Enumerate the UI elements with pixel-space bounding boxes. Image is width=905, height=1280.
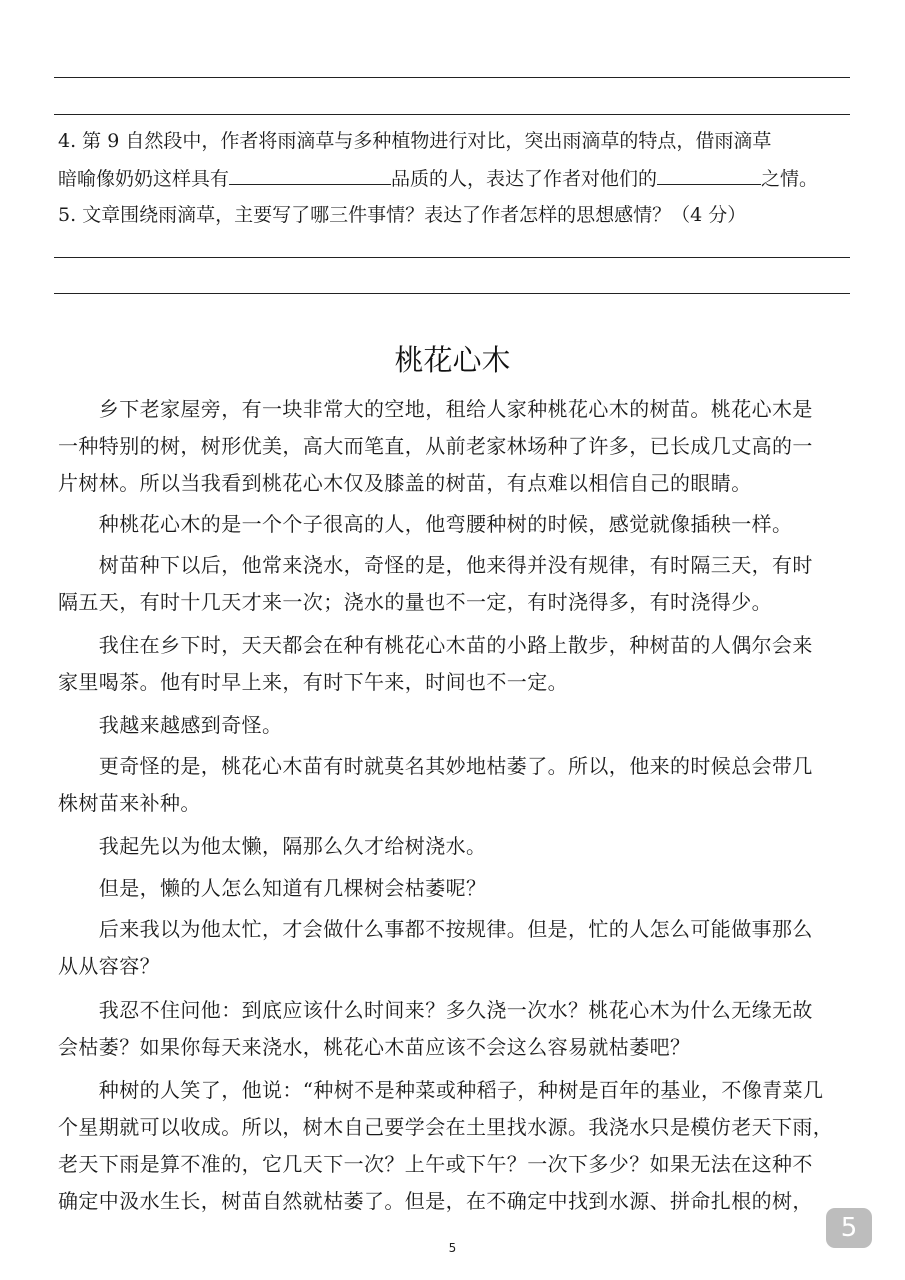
paragraph-line: 株树苗来补种。	[58, 791, 201, 815]
paragraph-line: 从从容容？	[58, 954, 160, 978]
paragraph-10	[58, 992, 858, 1066]
question-4-text-b: 品质的人，表达了作者对他们的	[391, 168, 658, 190]
paragraph-line: 种桃花心木的是一个个子很高的人，他弯腰种树的时候，感觉就像插秧一样。	[58, 512, 793, 536]
question-4-text-c: 之情。	[761, 168, 819, 190]
fill-blank-feeling[interactable]	[657, 166, 761, 185]
paragraph-line: 个星期就可以收成。所以，树木自己要学会在土里找水源。我浇水只是模仿老天下雨，	[58, 1115, 834, 1139]
paragraph-4	[58, 627, 858, 701]
paragraph-line: 家里喝茶。他有时早上来，有时下午来，时间也不一定。	[58, 670, 568, 694]
paragraph-line: 更奇怪的是，桃花心木苗有时就莫名其妙地枯萎了。所以，他来的时候总会带几	[58, 754, 813, 778]
answer-line	[54, 257, 850, 258]
paragraph-line: 老天下雨是算不准的，它几天下一次？上午或下午？一次下多少？如果无法在这种不	[58, 1152, 813, 1176]
paragraph-line: 我忍不住问他：到底应该什么时间来？多久浇一次水？桃花心木为什么无缘无故	[58, 998, 813, 1022]
paragraph-2	[58, 506, 858, 543]
answer-line	[54, 77, 850, 78]
paragraph-7	[58, 828, 858, 865]
paragraph-line: 我起先以为他太懒，隔那么久才给树浇水。	[58, 834, 487, 858]
question-4-line-1: 4. 第 9 自然段中，作者将雨滴草与多种植物进行对比，突出雨滴草的特点，借雨滴草	[58, 130, 772, 152]
page-badge: 5	[826, 1208, 872, 1248]
paragraph-6	[58, 748, 858, 822]
paragraph-11	[58, 1072, 858, 1220]
paragraph-line: 片树林。所以当我看到桃花心木仅及膝盖的树苗，有点难以相信自己的眼睛。	[58, 471, 752, 495]
page-number: 5	[448, 1241, 457, 1255]
question-5: 5. 文章围绕雨滴草，主要写了哪三件事情？表达了作者怎样的思想感情？（4 分）	[58, 204, 747, 226]
paragraph-3	[58, 547, 858, 621]
paragraph-1	[58, 391, 858, 502]
question-4-line-2	[58, 166, 868, 191]
fill-blank-quality[interactable]	[229, 166, 391, 185]
answer-line	[54, 293, 850, 294]
paragraph-line: 我越来越感到奇怪。	[58, 713, 283, 737]
answer-line	[54, 114, 850, 115]
paragraph-9	[58, 911, 858, 985]
paragraph-line: 一种特别的树，树形优美，高大而笔直，从前老家林场种了许多，已长成几丈高的一	[58, 434, 813, 458]
paragraph-line: 乡下老家屋旁，有一块非常大的空地，租给人家种桃花心木的树苗。桃花心木是	[58, 397, 813, 421]
paragraph-8	[58, 870, 858, 907]
question-4-text-a: 暗喻像奶奶这样具有	[58, 168, 230, 190]
paragraph-line: 但是，懒的人怎么知道有几棵树会枯萎呢？	[58, 876, 487, 900]
paragraph-line: 隔五天，有时十几天才来一次；浇水的量也不一定，有时浇得多，有时浇得少。	[58, 590, 772, 614]
paragraph-line: 确定中汲水生长，树苗自然就枯萎了。但是，在不确定中找到水源、拼命扎根的树，	[58, 1189, 813, 1213]
paragraph-line: 后来我以为他太忙，才会做什么事都不按规律。但是，忙的人怎么可能做事那么	[58, 917, 813, 941]
paragraph-line: 树苗种下以后，他常来浇水，奇怪的是，他来得并没有规律，有时隔三天，有时	[58, 553, 813, 577]
paragraph-line: 会枯萎？如果你每天来浇水，桃花心木苗应该不会这么容易就枯萎吧？	[58, 1035, 691, 1059]
paragraph-line: 种树的人笑了，他说：“种树不是种菜或种稻子，种树是百年的基业，不像青菜几	[58, 1078, 824, 1102]
paragraph-line: 我住在乡下时，天天都会在种有桃花心木苗的小路上散步，种树苗的人偶尔会来	[58, 633, 813, 657]
article-title: 桃花心木	[394, 343, 511, 377]
paragraph-5	[58, 707, 858, 744]
